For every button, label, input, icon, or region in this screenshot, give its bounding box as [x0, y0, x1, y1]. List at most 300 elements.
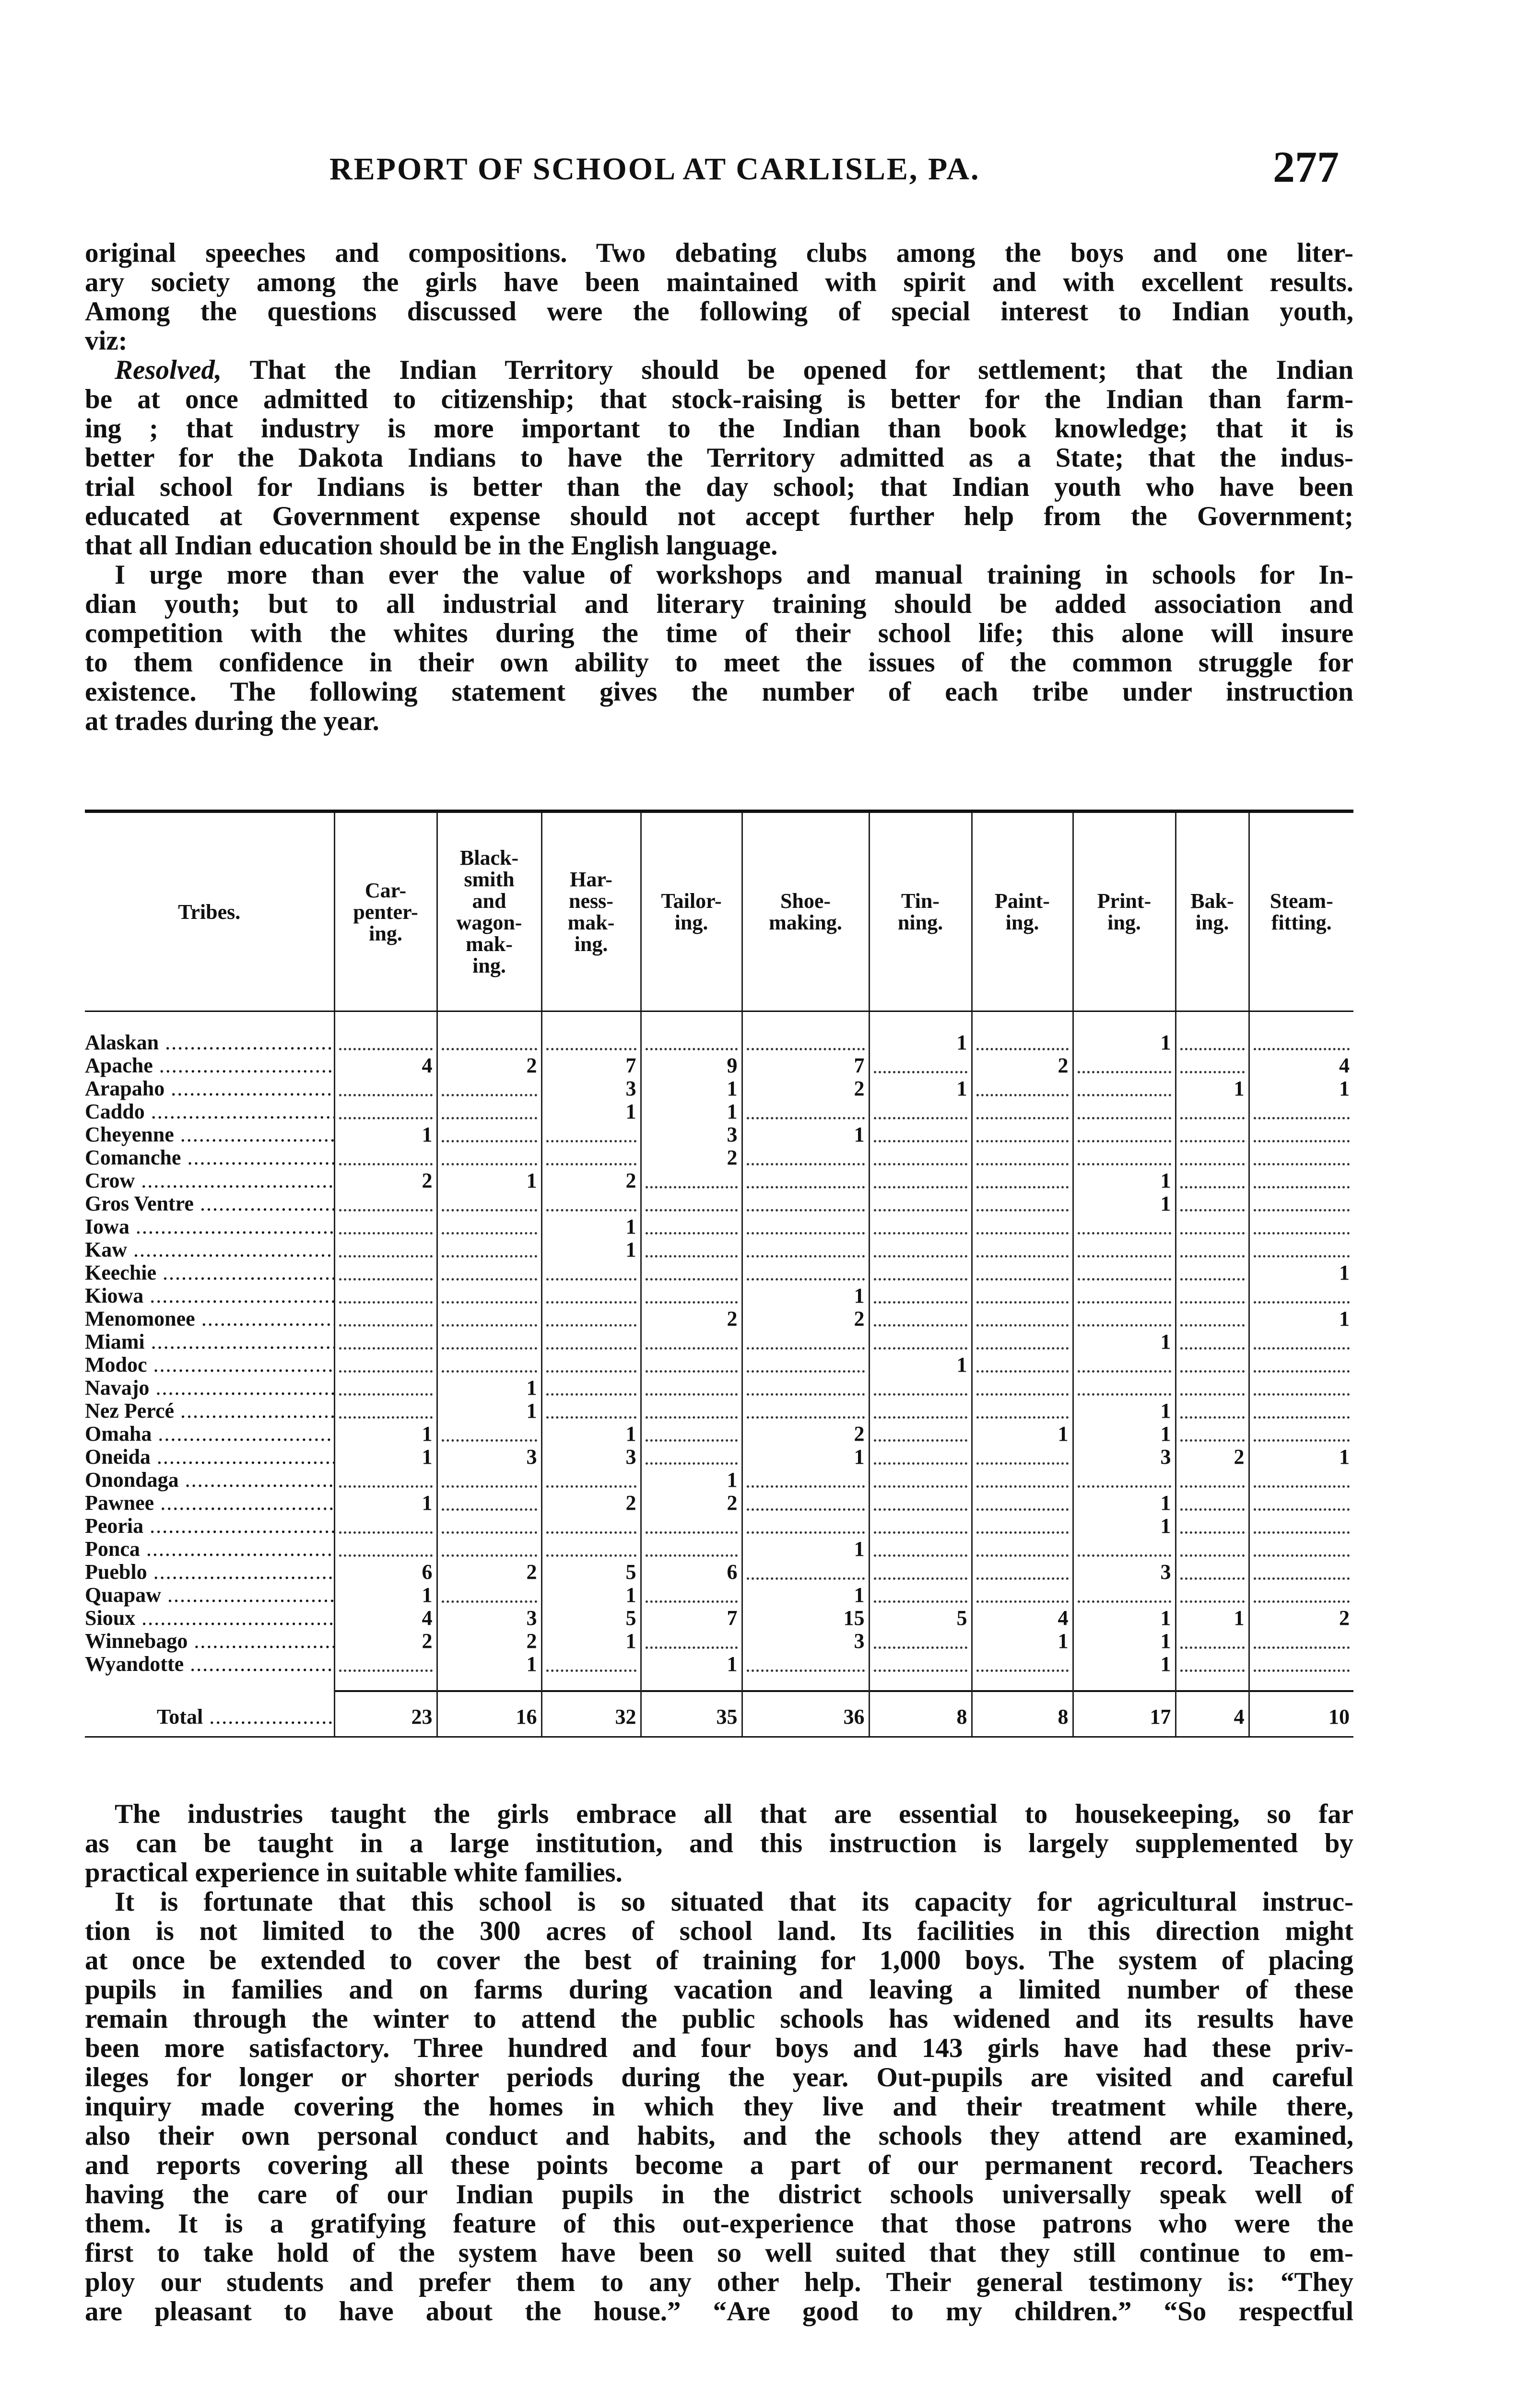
tribe-name — [85, 1492, 334, 1515]
tribe-name — [85, 1607, 334, 1630]
table-cell — [1176, 1538, 1249, 1561]
table-header-row — [85, 813, 1353, 1011]
table-cell — [541, 1653, 641, 1676]
table-cell — [1249, 1469, 1353, 1492]
dot-leader — [747, 1195, 865, 1211]
table-cell: 5 — [541, 1561, 641, 1584]
table-cell — [437, 1538, 541, 1561]
dot-leader — [1254, 1287, 1350, 1304]
table-cell — [437, 1123, 541, 1146]
tribe-label: Alaskan ..... — [85, 1031, 334, 1054]
table-cell — [437, 1515, 541, 1538]
table-cell — [541, 1011, 641, 1055]
table-cell — [1176, 1100, 1249, 1123]
dot-leader — [1180, 1218, 1245, 1234]
dot-leader — [1254, 1172, 1350, 1188]
table-cell: 1 — [1073, 1630, 1176, 1653]
table-cell — [1073, 1077, 1176, 1100]
tribe-label: Quapaw ..... — [85, 1584, 334, 1607]
table-cell — [972, 1077, 1073, 1100]
dot-leader — [976, 1563, 1069, 1580]
total-rule — [85, 1676, 334, 1698]
dot-leader — [1180, 1333, 1245, 1350]
total-cell: 8 — [972, 1698, 1073, 1736]
table-cell — [1176, 1307, 1249, 1330]
dot-leader — [747, 1494, 865, 1511]
dot-leader — [546, 1402, 636, 1419]
table-cell — [869, 1399, 972, 1422]
table-cell — [742, 1146, 869, 1169]
dot-leader — [646, 1195, 738, 1211]
text-line: The industries taught the girls embrace all that are essential to housekeeping, so far — [115, 1799, 1353, 1829]
table-cell — [1249, 1399, 1353, 1422]
table-cell: 1 — [742, 1123, 869, 1146]
total-rule — [1073, 1676, 1176, 1698]
dot-leader — [874, 1149, 967, 1165]
table-cell — [972, 1538, 1073, 1561]
table-cell — [1249, 1100, 1353, 1123]
tribe-name — [85, 1538, 334, 1561]
table-cell — [869, 1446, 972, 1469]
table-cell — [972, 1215, 1073, 1238]
tribe-label: Caddo ..... — [85, 1100, 334, 1123]
table-cell: 1 — [1073, 1492, 1176, 1515]
dot-leader — [874, 1448, 967, 1465]
table-cell: 3 — [1073, 1446, 1176, 1469]
total-rule — [334, 1676, 437, 1698]
table-cell — [869, 1284, 972, 1307]
dot-leader — [1180, 1632, 1245, 1649]
table-cell: 1 — [869, 1077, 972, 1100]
table-cell — [869, 1630, 972, 1653]
table-cell: 3 — [1073, 1561, 1176, 1584]
total-cell: 17 — [1073, 1698, 1176, 1736]
dot-leader — [874, 1103, 967, 1119]
table-cell — [1249, 1330, 1353, 1353]
dot-leader — [646, 1448, 738, 1465]
table-cell — [1073, 1215, 1176, 1238]
table-cell — [1073, 1284, 1176, 1307]
table-cell — [1249, 1353, 1353, 1376]
dot-leader — [1180, 1264, 1245, 1281]
dot-leader — [339, 1218, 433, 1234]
table-cell — [541, 1376, 641, 1399]
tribe-label: Wyandotte ..... — [85, 1653, 334, 1676]
table-cell: 4 — [972, 1607, 1073, 1630]
table-cell — [1176, 1261, 1249, 1284]
table-cell: 2 — [334, 1630, 437, 1653]
dot-leader — [339, 1195, 433, 1211]
table-cell: 2 — [437, 1630, 541, 1653]
table-cell — [742, 1469, 869, 1492]
table-cell — [1176, 1630, 1249, 1653]
tribe-label: Keechie ..... — [85, 1261, 334, 1284]
dot-leader — [646, 1287, 738, 1304]
dot-leader — [1180, 1379, 1245, 1396]
dot-leader — [646, 1034, 738, 1050]
column-header: Steam- fitting. — [1249, 813, 1353, 1011]
table-cell — [972, 1100, 1073, 1123]
text-line: be at once admitted to citizenship; that stock-raising is better for the Indian than farm- — [85, 384, 1353, 414]
table-cell — [1249, 1238, 1353, 1261]
dot-leader — [546, 1356, 636, 1373]
table-row — [85, 1123, 1353, 1146]
dot-leader — [747, 1655, 865, 1672]
text-line: dian youth; but to all industrial and literary training should be added association and — [85, 589, 1353, 619]
table-cell: 1 — [1073, 1399, 1176, 1422]
dot-leader — [546, 1195, 636, 1211]
total-rule — [1249, 1676, 1353, 1698]
dot-leader — [976, 1080, 1069, 1096]
table-cell — [437, 1284, 541, 1307]
tribe-label: Oneida ..... — [85, 1446, 334, 1469]
dot-leader — [1180, 1310, 1245, 1327]
dot-leader — [976, 1379, 1069, 1396]
table-cell — [869, 1422, 972, 1446]
dot-leader — [1078, 1103, 1171, 1119]
dot-leader — [976, 1402, 1069, 1419]
text-line: having the care of our Indian pupils in the district schools universally speak well of — [85, 2179, 1353, 2210]
table-row — [85, 1653, 1353, 1676]
table-cell: 7 — [641, 1607, 742, 1630]
dot-leader — [874, 1540, 967, 1557]
table-cell — [1249, 1146, 1353, 1169]
dot-leader — [339, 1356, 433, 1373]
trades-table — [85, 810, 1353, 1738]
running-title: REPORT OF SCHOOL AT CARLISLE, PA. — [329, 152, 980, 187]
table-cell — [437, 1353, 541, 1376]
total-label — [85, 1698, 334, 1736]
table-cell: 3 — [437, 1446, 541, 1469]
table-cell — [641, 1238, 742, 1261]
table-cell: 1 — [1176, 1607, 1249, 1630]
table-cell — [334, 1376, 437, 1399]
table-cell — [869, 1653, 972, 1676]
table-cell — [541, 1353, 641, 1376]
dot-leader — [646, 1218, 738, 1234]
table-cell: 1 — [334, 1123, 437, 1146]
dot-leader — [1254, 1034, 1350, 1050]
table-cell — [1176, 1469, 1249, 1492]
table-cell — [972, 1515, 1073, 1538]
table-row — [85, 1630, 1353, 1653]
table-cell: 2 — [541, 1169, 641, 1192]
table-cell — [641, 1630, 742, 1653]
dot-leader — [646, 1172, 738, 1188]
table-cell: 4 — [334, 1054, 437, 1077]
table-cell: 1 — [334, 1422, 437, 1446]
table-cell — [869, 1215, 972, 1238]
tribe-name — [85, 1399, 334, 1422]
total-label-text: Total ..... — [157, 1705, 334, 1728]
table-row — [85, 1376, 1353, 1399]
column-header: Car- penter- ing. — [334, 813, 437, 1011]
dot-leader — [1180, 1172, 1245, 1188]
table-cell — [541, 1330, 641, 1353]
table-cell — [541, 1307, 641, 1330]
dot-leader — [442, 1034, 537, 1050]
dot-leader — [1180, 1057, 1245, 1073]
table-row — [85, 1469, 1353, 1492]
dot-leader — [1254, 1632, 1350, 1649]
dot-leader — [339, 1655, 433, 1672]
dot-leader — [646, 1333, 738, 1350]
text-line: I urge more than ever the value of workshops and manual training in schools for In- — [115, 560, 1353, 590]
dot-leader — [339, 1149, 433, 1165]
tribe-name — [85, 1192, 334, 1215]
text-line: educated at Government expense should not accept further help from the Government; — [85, 501, 1353, 531]
dot-leader — [976, 1494, 1069, 1511]
table-cell: 2 — [742, 1422, 869, 1446]
dot-leader — [1078, 1264, 1171, 1281]
table-row — [85, 1584, 1353, 1607]
table-cell — [972, 1653, 1073, 1676]
table-cell — [1073, 1376, 1176, 1399]
table-cell — [641, 1011, 742, 1055]
table-cell: 5 — [869, 1607, 972, 1630]
dot-leader — [1078, 1379, 1171, 1396]
table-cell: 1 — [641, 1077, 742, 1100]
dot-leader — [747, 1103, 865, 1119]
table-cell: 5 — [541, 1607, 641, 1630]
table-cell — [972, 1146, 1073, 1169]
dot-leader — [1078, 1586, 1171, 1603]
dot-leader — [339, 1379, 433, 1396]
dot-leader — [1078, 1126, 1171, 1142]
table-cell: 1 — [1249, 1307, 1353, 1330]
dot-leader — [442, 1586, 537, 1603]
table-cell — [972, 1284, 1073, 1307]
table-cell — [742, 1261, 869, 1284]
table-cell — [1249, 1515, 1353, 1538]
dot-leader — [747, 1563, 865, 1580]
table-cell — [541, 1399, 641, 1422]
table-cell — [641, 1584, 742, 1607]
dot-leader — [339, 1517, 433, 1534]
table-cell — [1073, 1307, 1176, 1330]
table-cell — [869, 1192, 972, 1215]
tribe-name — [85, 1100, 334, 1123]
table-cell: 1 — [1073, 1653, 1176, 1676]
dot-leader — [1180, 1540, 1245, 1557]
tribe-name — [85, 1515, 334, 1538]
total-rule — [437, 1676, 541, 1698]
table-cell — [869, 1123, 972, 1146]
dot-leader — [1078, 1287, 1171, 1304]
dot-leader — [646, 1356, 738, 1373]
table-cell: 1 — [541, 1422, 641, 1446]
dot-leader — [339, 1287, 433, 1304]
table-cell — [334, 1284, 437, 1307]
tribe-name — [85, 1561, 334, 1584]
tribe-name — [85, 1469, 334, 1492]
total-rule — [641, 1676, 742, 1698]
table-cell — [641, 1261, 742, 1284]
dot-leader — [976, 1333, 1069, 1350]
table-cell: 4 — [334, 1607, 437, 1630]
dot-leader — [442, 1218, 537, 1234]
dot-leader — [1254, 1586, 1350, 1603]
table-cell — [541, 1146, 641, 1169]
tribe-name — [85, 1123, 334, 1146]
paragraph — [85, 1887, 1353, 2326]
table-cell — [541, 1469, 641, 1492]
tribe-label: Kiowa ..... — [85, 1284, 334, 1307]
dot-leader — [339, 1264, 433, 1281]
dot-leader — [546, 1310, 636, 1327]
dot-leader — [646, 1402, 738, 1419]
table-cell — [1249, 1169, 1353, 1192]
table-row — [85, 1054, 1353, 1077]
table-cell — [1176, 1376, 1249, 1399]
table-cell — [437, 1077, 541, 1100]
table-cell — [972, 1492, 1073, 1515]
dot-leader — [1180, 1494, 1245, 1511]
table-cell — [1176, 1330, 1249, 1353]
total-cell: 16 — [437, 1698, 541, 1736]
table-cell — [742, 1330, 869, 1353]
tribe-label: Arapaho ..... — [85, 1077, 334, 1100]
dot-leader — [646, 1379, 738, 1396]
table-cell — [869, 1492, 972, 1515]
table-cell: 2 — [742, 1307, 869, 1330]
table-cell — [334, 1538, 437, 1561]
table-cell: 1 — [541, 1238, 641, 1261]
table-cell — [742, 1653, 869, 1676]
dot-leader — [546, 1517, 636, 1534]
table-cell — [641, 1376, 742, 1399]
table-cell — [437, 1261, 541, 1284]
table-cell: 1 — [869, 1011, 972, 1055]
table-row — [85, 1261, 1353, 1284]
dot-leader — [1180, 1034, 1245, 1050]
tribe-label: Winnebago ..... — [85, 1630, 334, 1653]
table-cell: 1 — [1073, 1422, 1176, 1446]
table-cell — [1176, 1399, 1249, 1422]
dot-leader — [874, 1126, 967, 1142]
total-rule-row — [85, 1676, 1353, 1698]
text-line: trial school for Indians is better than the day school; that Indian youth who have been — [85, 472, 1353, 502]
tribe-label: Miami ..... — [85, 1330, 334, 1353]
table-cell — [972, 1330, 1073, 1353]
dot-leader — [874, 1563, 967, 1580]
table-cell — [437, 1307, 541, 1330]
tribe-label: Ponca ..... — [85, 1538, 334, 1561]
dot-leader — [1078, 1310, 1171, 1327]
dot-leader — [1078, 1471, 1171, 1488]
table-cell — [1073, 1146, 1176, 1169]
table-cell — [1176, 1054, 1249, 1077]
table-cell — [1176, 1146, 1249, 1169]
dot-leader — [1254, 1356, 1350, 1373]
table-cell — [1176, 1238, 1249, 1261]
table-cell: 1 — [869, 1353, 972, 1376]
table-cell — [437, 1192, 541, 1215]
dot-leader — [874, 1333, 967, 1350]
text-line: original speeches and compositions. Two debating clubs among the boys and one liter- — [85, 238, 1353, 268]
dot-leader — [442, 1494, 537, 1511]
dot-leader — [646, 1632, 738, 1649]
table-cell — [1176, 1123, 1249, 1146]
tribe-label: Iowa ..... — [85, 1215, 334, 1238]
tribe-name — [85, 1284, 334, 1307]
tribe-name — [85, 1077, 334, 1100]
dot-leader — [874, 1241, 967, 1258]
dot-leader — [442, 1264, 537, 1281]
dot-leader — [442, 1126, 537, 1142]
table-row — [85, 1399, 1353, 1422]
table-cell: 1 — [972, 1422, 1073, 1446]
table-row — [85, 1561, 1353, 1584]
table-row — [85, 1353, 1353, 1376]
total-rule — [742, 1676, 869, 1698]
table-cell — [437, 1146, 541, 1169]
table-cell: 2 — [437, 1561, 541, 1584]
column-header: Bak- ing. — [1176, 813, 1249, 1011]
table-cell — [641, 1538, 742, 1561]
table-cell: 1 — [641, 1653, 742, 1676]
dot-leader — [747, 1402, 865, 1419]
total-cell: 35 — [641, 1698, 742, 1736]
table-cell — [1249, 1123, 1353, 1146]
dot-leader — [976, 1172, 1069, 1188]
dot-leader — [1180, 1402, 1245, 1419]
text-line: first to take hold of the system have been so well suited that they still continue to em- — [85, 2238, 1353, 2268]
table-cell: 1 — [334, 1584, 437, 1607]
dot-leader — [339, 1080, 433, 1096]
dot-leader — [976, 1540, 1069, 1557]
dot-leader — [1180, 1126, 1245, 1142]
table-cell — [972, 1584, 1073, 1607]
table-cell: 1 — [437, 1376, 541, 1399]
running-header — [85, 141, 1353, 189]
table-cell — [437, 1422, 541, 1446]
table-cell: 1 — [1249, 1446, 1353, 1469]
table-cell: 2 — [437, 1054, 541, 1077]
table-cell — [869, 1054, 972, 1077]
table-cell — [972, 1446, 1073, 1469]
dot-leader — [339, 1310, 433, 1327]
table-cell — [1249, 1584, 1353, 1607]
dot-leader — [442, 1287, 537, 1304]
dot-leader — [747, 1149, 865, 1165]
dot-leader — [546, 1333, 636, 1350]
tribe-label: Comanche ..... — [85, 1146, 334, 1169]
table-cell: 15 — [742, 1607, 869, 1630]
table-cell — [334, 1469, 437, 1492]
dot-leader — [976, 1241, 1069, 1258]
table-cell: 1 — [541, 1630, 641, 1653]
dot-leader — [1180, 1241, 1245, 1258]
table-cell — [334, 1011, 437, 1055]
dot-leader — [874, 1425, 967, 1442]
dot-leader — [442, 1195, 537, 1211]
dot-leader — [747, 1517, 865, 1534]
dot-leader — [1254, 1218, 1350, 1234]
dot-leader — [546, 1540, 636, 1557]
tribe-label: Pueblo ..... — [85, 1561, 334, 1584]
dot-leader — [339, 1241, 433, 1258]
text-line: remain through the winter to attend the public schools has widened and its results have — [85, 2004, 1353, 2034]
table-cell — [334, 1238, 437, 1261]
table-cell — [541, 1192, 641, 1215]
table-cell — [334, 1330, 437, 1353]
table-cell — [334, 1100, 437, 1123]
table-cell — [641, 1192, 742, 1215]
table-cell — [1073, 1100, 1176, 1123]
table-cell: 2 — [1176, 1446, 1249, 1469]
table-cell: 1 — [742, 1584, 869, 1607]
